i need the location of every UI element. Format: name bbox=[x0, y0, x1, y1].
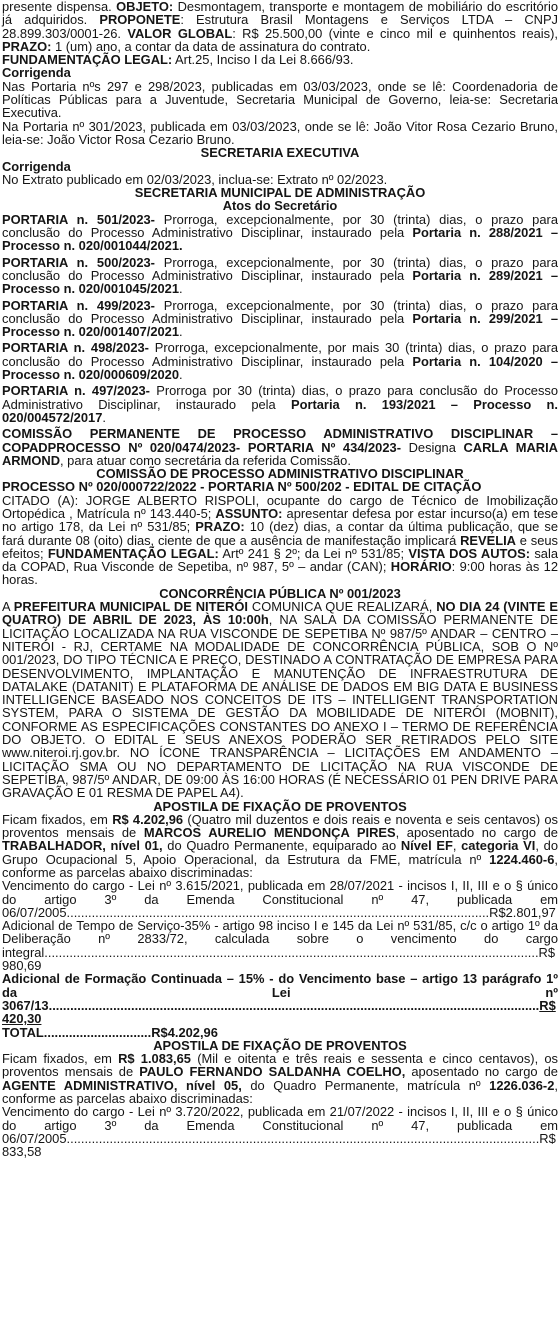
text-run: 10 (dez) dias, a contar da última publicação, que se fará durante 08 (oito) dias, ciente de que a ausência de manifestação implicará bbox=[2, 519, 558, 548]
text-run: APOSTILA DE FIXAÇÃO DE PROVENTOS bbox=[153, 1037, 407, 1053]
text-run: , aposentado no cargo de bbox=[395, 825, 558, 841]
section-heading bbox=[2, 467, 558, 480]
bold-text-run: PORTARIA n. 500/2023- bbox=[2, 254, 155, 270]
bold-text-run: CARLA MARIA ARMOND bbox=[2, 439, 558, 468]
paragraph bbox=[2, 256, 558, 296]
text-run: Ficam fixados, em bbox=[2, 811, 113, 827]
text-run: Prorroga por 30 (trinta) dias, o prazo para conclusão do Processo Administrativo Disciplinar, instaurado pela bbox=[2, 383, 558, 412]
bold-text-run: Adicional de Formação Continuada – 15% - do Vencimento base – artigo 13 parágrafo 1º da Lei nº 3067/13 bbox=[2, 971, 558, 1013]
paragraph bbox=[2, 427, 558, 467]
text-run: No Extrato publicado em 02/03/2023, inclua-se: Extrato nº 02/2023. bbox=[2, 171, 388, 187]
text-run: , para atuar como secretária da referida Comissão. bbox=[60, 452, 351, 468]
text-run: . bbox=[102, 409, 106, 425]
text-run: apresentar defesa por estar incurso(a) em tese no artigo 178, da Lei nº 531/85; bbox=[2, 505, 558, 535]
paragraph bbox=[2, 919, 558, 972]
text-run: SECRETARIA EXECUTIVA bbox=[200, 145, 360, 161]
section-heading bbox=[2, 199, 558, 212]
paragraph bbox=[2, 1026, 558, 1039]
text-run: Ficam fixados, em bbox=[2, 1051, 119, 1067]
paragraph bbox=[2, 160, 558, 173]
paragraph bbox=[2, 299, 558, 339]
bold-text-run: NO DIA 24 (VINTE E QUATRO) DE ABRIL DE 2023, ÀS 10:00h bbox=[2, 599, 558, 628]
text-run: presente dispensa. bbox=[2, 0, 117, 14]
paragraph bbox=[2, 879, 558, 919]
bold-text-run: PAULO FERNANDO SALDANHA COELHO, bbox=[139, 1064, 406, 1080]
text-run: Art.25, Inciso I da Lei 8.666/93. bbox=[172, 52, 354, 68]
bold-text-run: Portaria n. 289/2021 – Processo n. 020/001045/2021 bbox=[2, 267, 558, 297]
bold-text-run: REVELIA bbox=[460, 532, 516, 548]
bold-text-run: Corrigenda bbox=[2, 65, 71, 81]
bold-text-run: HORÁRIO bbox=[390, 559, 452, 575]
paragraph bbox=[2, 972, 558, 1025]
text-run: Nas Portaria nºs 297 e 298/2023, publicadas em 03/03/2023, onde se lê: Coordenadoria de Políticas Públicas para a Juventude, Secretaria Municipal de Governo, leia-se: Secretaria Executiva. bbox=[2, 78, 558, 121]
section-heading bbox=[2, 587, 558, 600]
paragraph bbox=[2, 813, 558, 879]
dot-leader: .......................................................................................................................................... bbox=[44, 944, 539, 960]
paragraph bbox=[2, 1052, 558, 1105]
section-heading bbox=[2, 186, 558, 199]
text-run: , do Grupo Ocupacional 5, Apoio Operacional, da Estrutura da FME, matrícula nº bbox=[2, 838, 558, 867]
bold-text-run: ASSUNTO: bbox=[215, 505, 283, 521]
section-heading bbox=[2, 1039, 558, 1052]
amount-value: R$ 420,30 bbox=[2, 997, 556, 1027]
bold-text-run: PORTARIA n. 497/2023- bbox=[2, 383, 150, 399]
bold-text-run: 1224.460-6 bbox=[489, 851, 555, 867]
paragraph bbox=[2, 173, 558, 186]
text-run: COMISSÃO DE PROCESSO ADMINISTRATIVO DISCIPLINAR bbox=[96, 466, 464, 482]
bold-text-run: TOTAL bbox=[2, 1024, 44, 1040]
text-run: . bbox=[179, 367, 183, 383]
bold-text-run: Portaria n. 288/2021 – Processo n. 020/001044/2021. bbox=[2, 225, 558, 254]
text-run: Prorroga, excepcionalmente, por 30 (trinta) dias, o prazo para conclusão do Processo Administrativo Disciplinar, instaurado pela bbox=[2, 211, 558, 241]
text-run: , conforme as parcelas abaixo discriminadas: bbox=[2, 851, 558, 880]
bold-text-run: PROPONETE bbox=[99, 12, 181, 28]
bold-text-run: Portaria n. 104/2020 – Processo n. 020/000609/2020 bbox=[2, 353, 558, 383]
paragraph bbox=[2, 53, 558, 66]
paragraph bbox=[2, 213, 558, 253]
section-heading bbox=[2, 146, 558, 159]
bold-text-run: 1226.036-2 bbox=[489, 1077, 555, 1093]
bold-text-run: PORTARIA n. 501/2023- bbox=[2, 211, 155, 227]
paragraph bbox=[2, 494, 558, 587]
bold-text-run: PORTARIA n. 498/2023- bbox=[2, 340, 149, 356]
text-run: Artº 241 § 2º; da Lei nº 531/85; bbox=[218, 545, 409, 561]
bold-text-run: VISTA DOS AUTOS: bbox=[408, 545, 531, 561]
dot-leader: .............................. bbox=[43, 1024, 152, 1040]
amount-value: R$2.801,97 bbox=[489, 904, 556, 920]
text-run: Prorroga, excepcionalmente, por 30 (trinta) dias, o prazo para conclusão do Processo Administrativo Disciplinar, instaurado pela bbox=[2, 254, 558, 283]
text-run: Prorroga, excepcionalmente, por 30 (trinta) dias, o prazo para conclusão do Processo Administrativo Disciplinar, instaurado pela bbox=[2, 297, 558, 326]
text-run: . bbox=[179, 281, 183, 297]
paragraph bbox=[2, 600, 558, 799]
text-run: 1 (um) ano, a contar da data de assinatura do contrato. bbox=[51, 38, 371, 54]
text-run: Adicional de Tempo de Serviço-35% - artigo 98 inciso I e 145 da Lei nº 531/85, c/c o artigo 1º da Deliberação nº 2833/72, calculada sobre o vencimento do cargo integral bbox=[2, 918, 558, 960]
bold-text-run: PORTARIA n. 499/2023- bbox=[2, 297, 155, 313]
bold-text-run: COMISSÃO PERMANENTE DE PROCESSO ADMINISTRATIVO DISCIPLINAR – COPADPROCESSO Nº 020/0474/2023- PORTARIA Nº 434/2023- bbox=[2, 426, 558, 455]
text-run: . bbox=[179, 324, 183, 340]
text-run: aposentado no cargo de bbox=[405, 1064, 558, 1080]
bold-text-run: PROCESSO Nº 020/000722/2022 - PORTARIA Nº 500/202 - EDITAL DE CITAÇÃO bbox=[2, 479, 482, 495]
text-run: SECRETARIA MUNICIPAL DE ADMINISTRAÇÃO bbox=[134, 185, 426, 201]
text-run: Designa bbox=[400, 439, 464, 455]
paragraph bbox=[2, 480, 558, 493]
bold-text-run: OBJETO: bbox=[116, 0, 174, 14]
text-run: COMUNICA QUE REALIZARÁ, bbox=[247, 599, 437, 615]
paragraph bbox=[2, 1105, 558, 1158]
text-run: , bbox=[452, 838, 462, 854]
text-run: sala da COPAD, Rua Visconde de Sepetiba, nº 987, 5º – andar (CAN); bbox=[2, 545, 558, 575]
text-run: A bbox=[2, 599, 14, 615]
bold-text-run: Corrigenda bbox=[2, 158, 71, 174]
amount-value: R$4.202,96 bbox=[151, 1024, 218, 1040]
bold-text-run: PREFEITURA MUNICIPAL DE NITERÓI bbox=[13, 599, 248, 615]
paragraph bbox=[2, 120, 558, 147]
bold-text-run: categoria VI bbox=[461, 838, 536, 854]
text-run: CITADO (A): JORGE ALBERTO RISPOLI, ocupante do cargo de Técnico de Imobilização Ortopédica , Matrícula nº 143.440-5; bbox=[2, 492, 558, 521]
text-run: Desmontagem, transporte e montagem de mobiliário do escritório já adquiridos. bbox=[2, 0, 558, 28]
text-run: , conforme as parcelas abaixo discriminadas: bbox=[2, 1077, 558, 1107]
bold-text-run: AGENTE ADMINISTRATIVO, nível 05, bbox=[2, 1077, 242, 1093]
paragraph bbox=[2, 0, 558, 53]
text-run: (Mil e oitenta e três reais e sessenta e cinco centavos), os proventos mensais de bbox=[2, 1051, 558, 1080]
text-run: , NA SALA DA COMISSÃO PERMANENTE DE LICITAÇÃO LOCALIZADA NA RUA VISCONDE DE SEPETIBA Nº 987/5º ANDAR – CENTRO – NITERÓI - RJ, CERTAME NA MODALIDADE DE CONCORRÊNCIA PÚBLICA, SOB O Nº 001/2023, DO TIPO TÉCNICA E PREÇO, DESTINADO A CONTRATAÇÃO DE EMPRESA PARA DESENVOLVIMENTO, IMPLANTAÇÃO E MANUTENÇÃO DE INFRAESTRUTURA DE DATALAKE (DATANIT) E PLATAFORMA DE ANÁLISE DE DADOS EM BIG DATA E BUSINESS INTELLIGENCE BASEADO NOS CONCEITOS DE ITS – INTELLIGENT TRANSPORTATION SYSTEM, PARA O SISTEMA DE GESTÃO DA MOBILIDADE DE NITERÓI (MOBNIT), CONFORME AS ESPECIFICAÇÕES CONSTANTES DO ANEXO I – TERMO DE REFERÊNCIA DO OBJETO. O EDITAL E SEUS ANEXOS PODERÃO SER RETIRADOS PELO SITE www.niteroi.rj.gov.br. NO ÍCONE TRANSPARÊNCIA – LICITAÇÕES EM ANDAMENTO – LICITAÇÃO SMA OU NO DEPARTAMENTO DE LICITAÇÃO NA RUA VISCONDE DE SEPETIBA, 987/5º ANDAR, DE 09:00 ÀS 16:00 HORAS (É NECESSÁRIO 01 PEN DRIVE PARA GRAVAÇÃO E 01 RESMA DE PAPEL A4). bbox=[2, 612, 558, 801]
bold-text-run: FUNDAMENTAÇÃO LEGAL: bbox=[47, 545, 219, 561]
text-run: Vencimento do cargo - Lei nº 3.615/2021, publicada em 28/07/2021 - incisos I, II, III e o § único do artigo 3º da Emenda Constitucional nº 47, publicada em 06/07/2005 bbox=[2, 878, 558, 920]
dot-leader: ...................................................................................................................... bbox=[66, 904, 490, 920]
amount-value: R$ 833,58 bbox=[2, 1130, 556, 1160]
amount-value: R$ 980,69 bbox=[2, 944, 556, 974]
text-run: : Estrutura Brasil Montagens e Serviços LTDA – CNPJ 28.899.303/0001-26. bbox=[2, 12, 558, 41]
bold-text-run: R$ 1.083,65 bbox=[118, 1051, 191, 1067]
dot-leader: ......................................................................................................................................... bbox=[48, 997, 540, 1013]
paragraph bbox=[2, 341, 558, 381]
bold-text-run: VALOR GLOBAL bbox=[127, 25, 233, 41]
text-run: CONCORRÊNCIA PÚBLICA Nº 001/2023 bbox=[159, 585, 401, 601]
text-run: do Quadro Permanente, equiparado ao bbox=[162, 838, 401, 854]
text-run: (Quatro mil duzentos e dois reais e noventa e seis centavos) os proventos mensais de bbox=[2, 811, 558, 841]
text-run: Prorroga, excepcionalmente, por mais 30 (trinta) dias, o prazo para conclusão do Processo Administrativo Disciplinar, instaurado pela bbox=[2, 340, 558, 369]
text-run: Na Portaria nº 301/2023, publicada em 03/03/2023, onde se lê: João Vitor Rosa Cezario Bruno, leia-se: João Victor Rosa Cezario Bruno. bbox=[2, 118, 558, 147]
text-run: : 9:00 horas às 12 horas. bbox=[2, 559, 558, 588]
bold-text-run: FUNDAMENTAÇÃO LEGAL: bbox=[2, 52, 173, 68]
text-run: : R$ 25.500,00 (vinte e cinco mil e quinhentos reais), bbox=[232, 25, 558, 41]
paragraph bbox=[2, 80, 558, 120]
bold-text-run: Portaria n. 299/2021 – Processo n. 020/001407/2021 bbox=[2, 310, 558, 340]
bold-text-run: PRAZO: bbox=[2, 38, 52, 54]
bold-text-run: MARCOS AURELIO MENDONÇA PIRES bbox=[143, 825, 396, 841]
text-run: Vencimento do cargo - Lei nº 3.720/2022, publicada em 21/07/2022 - incisos I, II, III e o § único do artigo 3º da Emenda Constitucional nº 47, publicada em 06/07/2005 bbox=[2, 1104, 558, 1146]
bold-text-run: Nível EF bbox=[400, 838, 453, 854]
section-heading bbox=[2, 800, 558, 813]
bold-text-run: Portaria n. 193/2021 – Processo n. 020/004572/2017 bbox=[2, 396, 558, 425]
text-run: do Quadro Permanente, matrícula nº bbox=[241, 1077, 490, 1093]
paragraph bbox=[2, 384, 558, 424]
dot-leader: .................................................................................................................................... bbox=[66, 1130, 540, 1146]
bold-text-run: R$ 4.202,96 bbox=[112, 811, 184, 827]
text-run: e seus efeitos; bbox=[2, 532, 558, 561]
bold-text-run: PRAZO: bbox=[195, 519, 245, 535]
text-run: APOSTILA DE FIXAÇÃO DE PROVENTOS bbox=[153, 798, 407, 814]
paragraph bbox=[2, 66, 558, 79]
bold-text-run: TRABALHADOR, nível 01, bbox=[2, 838, 163, 854]
text-run: Atos do Secretário bbox=[222, 198, 338, 214]
